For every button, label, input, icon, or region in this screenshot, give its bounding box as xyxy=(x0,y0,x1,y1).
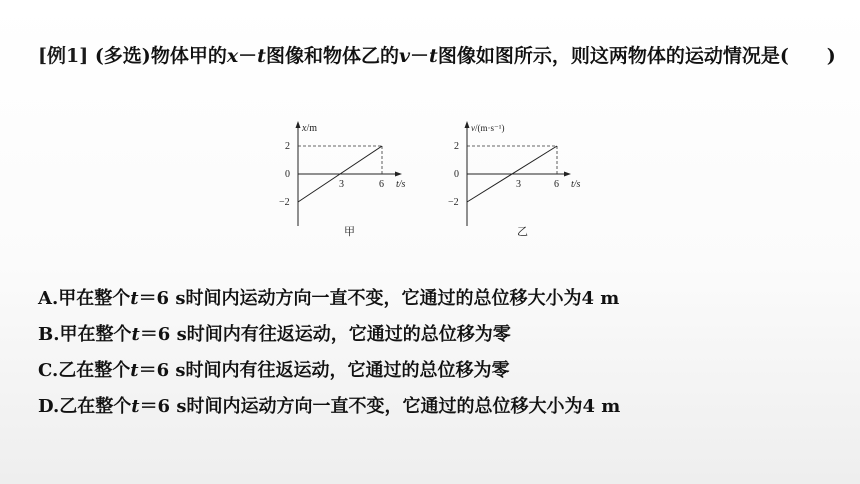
figure-caption: 甲 xyxy=(344,226,355,238)
option-text: 甲在整个 xyxy=(58,288,131,309)
x-axis-label: t/s xyxy=(396,179,406,190)
question-mid: 图像和物体乙的 xyxy=(265,45,399,67)
option-letter: A. xyxy=(38,288,59,309)
symbol-v: v xyxy=(398,45,411,67)
option-text: ＝6 s时间内有往返运动，它通过的总位移为零 xyxy=(138,360,510,381)
y-axis-arrow xyxy=(296,121,301,128)
example-tag: [例1] xyxy=(38,45,89,67)
y-tick-label: 2 xyxy=(285,141,290,152)
option-letter: B. xyxy=(38,324,60,345)
x-axis-arrow xyxy=(564,172,571,177)
figure-caption: 乙 xyxy=(517,226,528,238)
option-c[interactable] xyxy=(38,353,838,389)
y-tick-label: 0 xyxy=(454,169,459,180)
symbol-x: x xyxy=(226,45,239,67)
question-type: (多选) xyxy=(88,45,151,67)
y-tick-label: 0 xyxy=(285,169,290,180)
option-text: ＝6 s时间内运动方向一直不变，它通过的总位移大小为4 m xyxy=(139,396,621,417)
question-outro: 图像如图所示，则这两物体的运动情况是( ) xyxy=(437,45,836,67)
xt-graph xyxy=(278,116,418,241)
option-text: ＝6 s时间内运动方向一直不变，它通过的总位移大小为4 m xyxy=(138,288,620,309)
symbol-t: t xyxy=(131,396,140,417)
option-letter: C. xyxy=(38,360,59,381)
symbol-t: t xyxy=(130,288,139,309)
x-axis-arrow xyxy=(395,172,402,177)
question-stem xyxy=(38,40,838,72)
answer-options xyxy=(38,281,838,425)
x-axis-label: t/s xyxy=(571,179,581,190)
option-text: ＝6 s时间内有往返运动，它通过的总位移为零 xyxy=(139,324,511,345)
symbol-t: t xyxy=(131,324,140,345)
question-intro: 物体甲的 xyxy=(150,45,227,67)
dash: － xyxy=(410,45,430,67)
dash: － xyxy=(238,45,258,67)
vt-graph xyxy=(447,116,597,241)
option-text: 乙在整个 xyxy=(58,360,131,381)
option-text: 甲在整个 xyxy=(59,324,132,345)
symbol-t: t xyxy=(429,45,438,67)
option-text: 乙在整个 xyxy=(59,396,132,417)
symbol-t: t xyxy=(130,360,139,381)
figure-yi xyxy=(447,116,597,245)
option-letter: D. xyxy=(38,396,60,417)
option-a[interactable] xyxy=(38,281,838,317)
y-axis-arrow xyxy=(465,121,470,128)
x-tick-label: 6 xyxy=(554,179,559,190)
symbol-t: t xyxy=(257,45,266,67)
y-axis-symbol: x xyxy=(302,123,307,134)
y-axis-label xyxy=(471,123,504,133)
figure-jia xyxy=(278,116,418,245)
x-tick-label: 3 xyxy=(516,179,521,190)
option-d[interactable] xyxy=(38,389,838,425)
x-tick-label: 6 xyxy=(379,179,384,190)
y-tick-label: −2 xyxy=(448,197,459,208)
x-tick-label: 3 xyxy=(339,179,344,190)
y-axis-label xyxy=(301,123,317,134)
y-tick-label: −2 xyxy=(279,197,290,208)
y-axis-unit: /m xyxy=(306,123,318,134)
y-axis-unit: /(m·s⁻¹) xyxy=(475,123,505,133)
option-b[interactable] xyxy=(38,317,838,353)
y-axis-symbol: v xyxy=(471,123,475,133)
y-tick-label: 2 xyxy=(454,141,459,152)
